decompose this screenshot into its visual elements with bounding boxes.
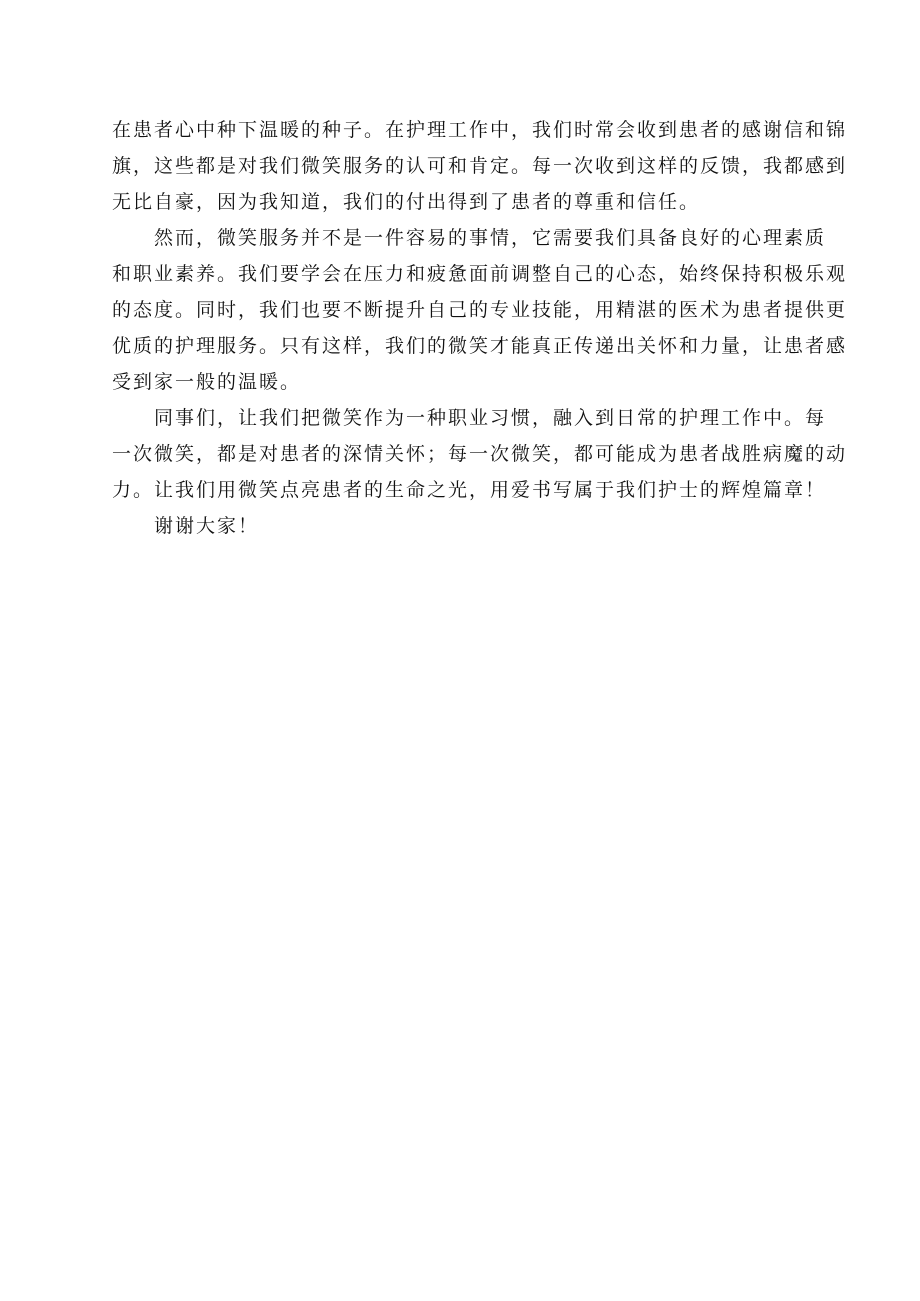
paragraph-2 <box>112 220 848 400</box>
paragraph-1 <box>112 112 848 220</box>
text-line: 的态度。同时，我们也要不断提升自己的专业技能，用精湛的医术为患者提供更 <box>112 299 848 321</box>
closing-line: 谢谢大家！ <box>154 515 260 537</box>
document-body <box>112 112 848 544</box>
text-line: 旗，这些都是对我们微笑服务的认可和肯定。每一次收到这样的反馈，我都感到 <box>112 155 848 177</box>
text-line: 在患者心中种下温暖的种子。在护理工作中，我们时常会收到患者的感谢信和锦 <box>112 119 848 141</box>
text-line: 无比自豪，因为我知道，我们的付出得到了患者的尊重和信任。 <box>112 191 701 213</box>
text-line: 力。让我们用微笑点亮患者的生命之光，用爱书写属于我们护士的辉煌篇章！ <box>112 479 827 501</box>
text-line: 受到家一般的温暖。 <box>112 371 302 393</box>
text-line: 优质的护理服务。只有这样，我们的微笑才能真正传递出关怀和力量，让患者感 <box>112 335 848 357</box>
text-line: 然而，微笑服务并不是一件容易的事情，它需要我们具备良好的心理素质 <box>154 227 827 249</box>
text-line: 和职业素养。我们要学会在压力和疲惫面前调整自己的心态，始终保持积极乐观 <box>112 263 848 285</box>
text-line: 同事们，让我们把微笑作为一种职业习惯，融入到日常的护理工作中。每 <box>154 407 827 429</box>
paragraph-3 <box>112 400 848 508</box>
paragraph-closing <box>112 508 808 544</box>
text-line: 一次微笑，都是对患者的深情关怀；每一次微笑，都可能成为患者战胜病魔的动 <box>112 443 848 465</box>
